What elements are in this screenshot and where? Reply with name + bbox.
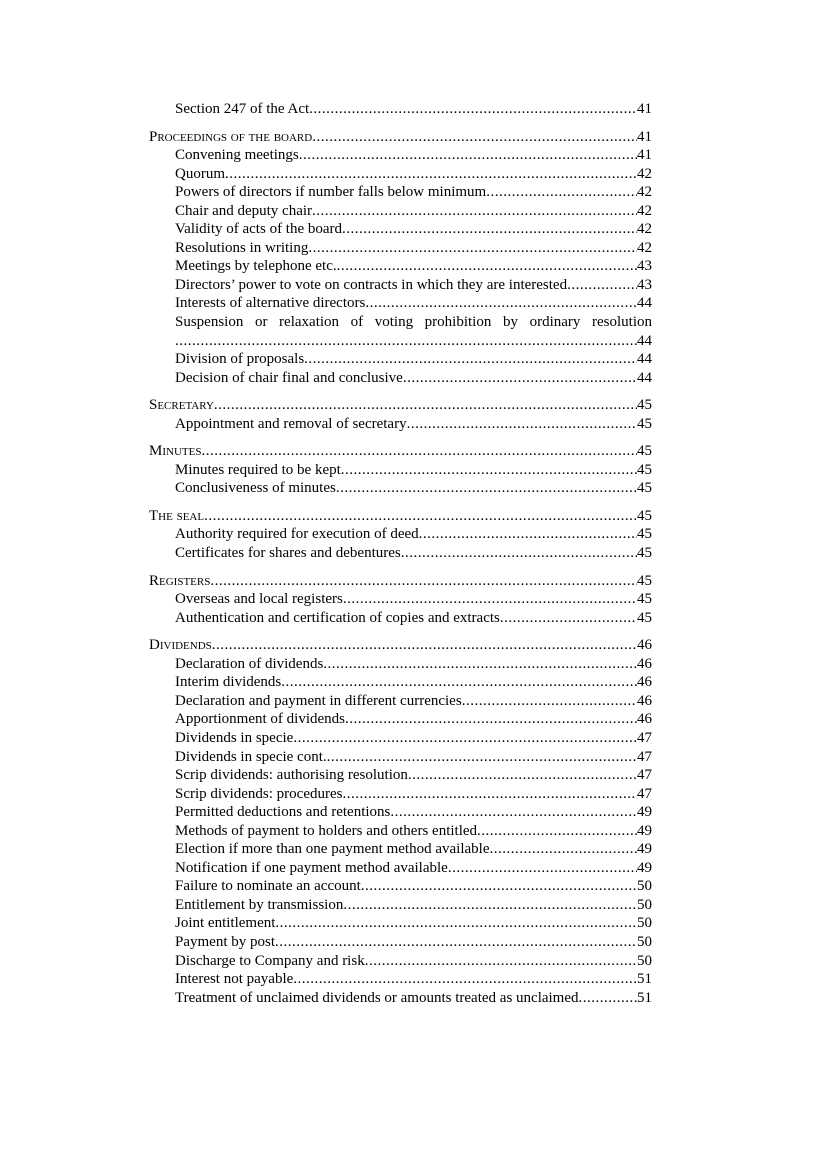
toc-page-number: 42	[637, 221, 652, 238]
toc-entry-title: Certificates for shares and debentures	[175, 545, 401, 562]
toc-entry[interactable]	[149, 146, 652, 165]
dot-leader	[403, 369, 637, 388]
toc-page-number: 51	[637, 971, 652, 988]
toc-entry[interactable]	[149, 989, 652, 1008]
toc-entry-title: The seal	[149, 507, 205, 524]
dot-leader	[275, 914, 637, 933]
toc-section-heading[interactable]	[149, 396, 652, 415]
toc-entry[interactable]	[149, 766, 652, 785]
dot-leader	[477, 822, 637, 841]
dot-leader	[343, 896, 637, 915]
toc-entry[interactable]	[149, 590, 652, 609]
toc-page-number: 46	[637, 711, 652, 728]
toc-entry-title: Minutes required to be kept	[175, 461, 341, 478]
toc-page-number: 50	[637, 915, 652, 932]
dot-leader	[448, 859, 637, 878]
toc-entry-title: Dividends in specie cont.	[175, 748, 327, 765]
toc-page-number: 41	[637, 147, 652, 164]
toc-entry-title: Entitlement by transmission	[175, 896, 344, 913]
toc-entry[interactable]	[149, 294, 652, 313]
toc-entry[interactable]	[149, 822, 652, 841]
toc-page-number: 43	[637, 276, 652, 293]
dot-leader	[175, 332, 637, 351]
toc-entry[interactable]	[149, 461, 652, 480]
dot-leader	[337, 257, 637, 276]
toc-entry[interactable]	[149, 100, 652, 119]
dot-leader	[214, 396, 637, 415]
toc-page-number: 49	[637, 822, 652, 839]
toc-page-number: 45	[637, 480, 652, 497]
toc-page-number: 42	[637, 202, 652, 219]
toc-entry[interactable]	[149, 276, 652, 295]
toc-section-heading[interactable]	[149, 572, 652, 591]
toc-entry-title: Meetings by telephone etc.	[175, 258, 337, 275]
dot-leader	[210, 572, 637, 591]
dot-leader	[275, 933, 637, 952]
toc-entry-title: Interest not payable	[175, 971, 294, 988]
toc-entry-title: Division of proposals	[175, 351, 305, 368]
toc-page-number: 45	[637, 397, 652, 414]
toc-page-number: 49	[637, 859, 652, 876]
toc-entry[interactable]	[149, 896, 652, 915]
dot-leader	[201, 442, 637, 461]
toc-entry[interactable]	[149, 220, 652, 239]
toc-entry-title: Chair and deputy chair	[175, 202, 313, 219]
toc-entry[interactable]	[149, 877, 652, 896]
toc-page-number: 46	[637, 637, 652, 654]
toc-page-number: 51	[637, 989, 652, 1006]
toc-page-number: 44	[637, 295, 652, 312]
toc-section-heading[interactable]	[149, 507, 652, 526]
toc-entry[interactable]	[149, 544, 652, 563]
dot-leader	[212, 636, 637, 655]
toc-entry[interactable]	[149, 165, 652, 184]
toc-entry[interactable]	[149, 803, 652, 822]
toc-entry-title: Failure to nominate an account	[175, 878, 361, 895]
toc-entry[interactable]	[149, 785, 652, 804]
toc-entry-title: Section 247 of the Act	[175, 101, 310, 117]
dot-leader	[401, 544, 637, 563]
toc-entry-title: Permitted deductions and retentions	[175, 804, 391, 821]
toc-entry[interactable]	[149, 859, 652, 878]
dot-leader	[293, 729, 637, 748]
toc-page-number: 42	[637, 165, 652, 182]
toc-entry-title: Suspension or relaxation of voting prohibition by ordinary resolution	[175, 314, 652, 331]
toc-section-heading[interactable]	[149, 128, 652, 147]
toc-entry-title: Election if more than one payment method available	[175, 841, 490, 858]
toc-entry-title: Scrip dividends: procedures	[175, 785, 343, 802]
toc-page-number: 44	[637, 351, 652, 368]
dot-leader	[408, 766, 637, 785]
dot-leader	[500, 609, 637, 628]
toc-page-number: 50	[637, 878, 652, 895]
toc-page-number: 47	[637, 748, 652, 765]
dot-leader	[567, 276, 637, 295]
toc-entry-title: Validity of acts of the board	[175, 221, 343, 238]
toc-page-number: 47	[637, 767, 652, 784]
toc-page-number: 50	[637, 933, 652, 950]
dot-leader	[462, 692, 637, 711]
toc-entry-title: Interim dividends	[175, 674, 282, 691]
toc-entry[interactable]	[149, 183, 652, 202]
table-of-contents	[149, 100, 652, 1007]
dot-leader	[486, 183, 637, 202]
dot-leader	[336, 479, 637, 498]
dot-leader	[299, 146, 637, 165]
toc-entry-title: Treatment of unclaimed dividends or amounts treated as unclaimed	[175, 989, 579, 1006]
toc-entry[interactable]	[149, 840, 652, 859]
toc-page-number: 50	[637, 952, 652, 969]
toc-entry-title: Decision of chair final and conclusive	[175, 369, 403, 386]
dot-leader	[345, 710, 637, 729]
dot-leader	[365, 294, 637, 313]
toc-page-number: 47	[637, 785, 652, 802]
dot-leader	[341, 461, 637, 480]
toc-entry[interactable]	[149, 257, 652, 276]
dot-leader	[365, 952, 637, 971]
toc-entry-title: Overseas and local registers	[175, 591, 343, 608]
toc-page-number: 46	[637, 674, 652, 691]
toc-entry-title: Apportionment of dividends	[175, 711, 345, 728]
dot-leader	[489, 840, 637, 859]
toc-entry[interactable]	[149, 239, 652, 258]
toc-entry[interactable]	[149, 729, 652, 748]
toc-page-number: 42	[637, 239, 652, 256]
toc-entry-title: Proceedings of the board	[149, 128, 313, 145]
toc-entry[interactable]	[149, 369, 652, 388]
toc-section-heading[interactable]	[149, 442, 652, 461]
dot-leader	[293, 970, 637, 989]
dot-leader	[361, 877, 637, 896]
toc-entry-title: Payment by post	[175, 933, 275, 950]
toc-entry[interactable]	[149, 673, 652, 692]
dot-leader	[343, 590, 637, 609]
toc-page-number: 47	[637, 729, 652, 746]
toc-entry-title: Declaration and payment in different currencies	[175, 692, 462, 709]
toc-entry[interactable]	[149, 415, 652, 434]
toc-entry-title: Declaration of dividends	[175, 655, 324, 672]
toc-entry-title: Joint entitlement	[175, 915, 276, 932]
toc-entry-wrapped[interactable]	[149, 313, 652, 350]
dot-leader	[308, 239, 637, 258]
toc-page-number: 45	[637, 461, 652, 478]
toc-entry[interactable]	[149, 914, 652, 933]
toc-entry[interactable]	[149, 479, 652, 498]
toc-entry[interactable]	[149, 970, 652, 989]
toc-entry-title: Dividends	[149, 637, 212, 654]
dot-leader	[419, 525, 637, 544]
toc-entry-title: Convening meetings	[175, 147, 299, 164]
toc-entry-title: Dividends in specie	[175, 729, 294, 746]
toc-page-number: 50	[637, 896, 652, 913]
toc-entry-title: Appointment and removal of secretary	[175, 415, 407, 432]
toc-entry-title: Directors’ power to vote on contracts in which they are interested	[175, 276, 568, 293]
dot-leader	[579, 989, 637, 1008]
toc-page-number: 44	[637, 369, 652, 386]
toc-entry[interactable]	[149, 748, 652, 767]
toc-entry-title: Conclusiveness of minutes	[175, 480, 336, 497]
dot-leader	[312, 202, 637, 221]
toc-page-number: 45	[637, 545, 652, 562]
toc-entry-title: Powers of directors if number falls below minimum	[175, 184, 487, 201]
toc-entry[interactable]	[149, 202, 652, 221]
toc-page-number: 46	[637, 692, 652, 709]
toc-page-number: 44	[637, 332, 652, 349]
toc-entry[interactable]	[149, 609, 652, 628]
dot-leader	[309, 100, 637, 119]
toc-page-number: 41	[637, 101, 652, 117]
dot-leader	[304, 350, 637, 369]
toc-page-number: 43	[637, 258, 652, 275]
dot-leader	[342, 785, 637, 804]
toc-entry-title: Notification if one payment method available	[175, 859, 448, 876]
toc-entry-title: Authority required for execution of deed	[175, 526, 419, 543]
dot-leader	[225, 165, 637, 184]
dot-leader	[342, 220, 637, 239]
toc-page-number: 45	[637, 443, 652, 460]
toc-entry-title: Scrip dividends: authorising resolution	[175, 767, 408, 784]
toc-section-heading[interactable]	[149, 636, 652, 655]
toc-entry-title: Quorum	[175, 165, 225, 182]
toc-entry-title: Discharge to Company and risk	[175, 952, 365, 969]
toc-page-number: 49	[637, 841, 652, 858]
toc-page-number: 45	[637, 415, 652, 432]
toc-entry[interactable]	[149, 655, 652, 674]
toc-entry-title: Resolutions in writing	[175, 239, 309, 256]
toc-entry-title: Registers	[149, 572, 211, 589]
toc-page-number: 42	[637, 184, 652, 201]
dot-leader	[390, 803, 637, 822]
dot-leader	[323, 655, 637, 674]
dot-leader	[327, 748, 637, 767]
dot-leader	[312, 128, 637, 147]
toc-entry-title: Minutes	[149, 443, 202, 460]
toc-entry[interactable]	[149, 525, 652, 544]
toc-page-number: 45	[637, 572, 652, 589]
toc-entry-title: Secretary	[149, 397, 214, 414]
dot-leader	[281, 673, 637, 692]
toc-entry[interactable]	[149, 933, 652, 952]
toc-entry[interactable]	[149, 692, 652, 711]
toc-entry-title: Interests of alternative directors	[175, 295, 366, 312]
toc-page-number: 45	[637, 526, 652, 543]
toc-page-number: 45	[637, 507, 652, 524]
toc-page-number: 46	[637, 655, 652, 672]
dot-leader	[204, 507, 637, 526]
toc-entry[interactable]	[149, 952, 652, 971]
toc-page-number: 41	[637, 128, 652, 145]
toc-entry[interactable]	[149, 350, 652, 369]
toc-entry-title: Authentication and certification of copies and extracts	[175, 609, 500, 626]
toc-entry-title: Methods of payment to holders and others entitled	[175, 822, 478, 839]
toc-entry[interactable]	[149, 710, 652, 729]
toc-page-number: 45	[637, 609, 652, 626]
toc-page-number: 49	[637, 804, 652, 821]
dot-leader	[407, 415, 637, 434]
toc-page-number: 45	[637, 591, 652, 608]
